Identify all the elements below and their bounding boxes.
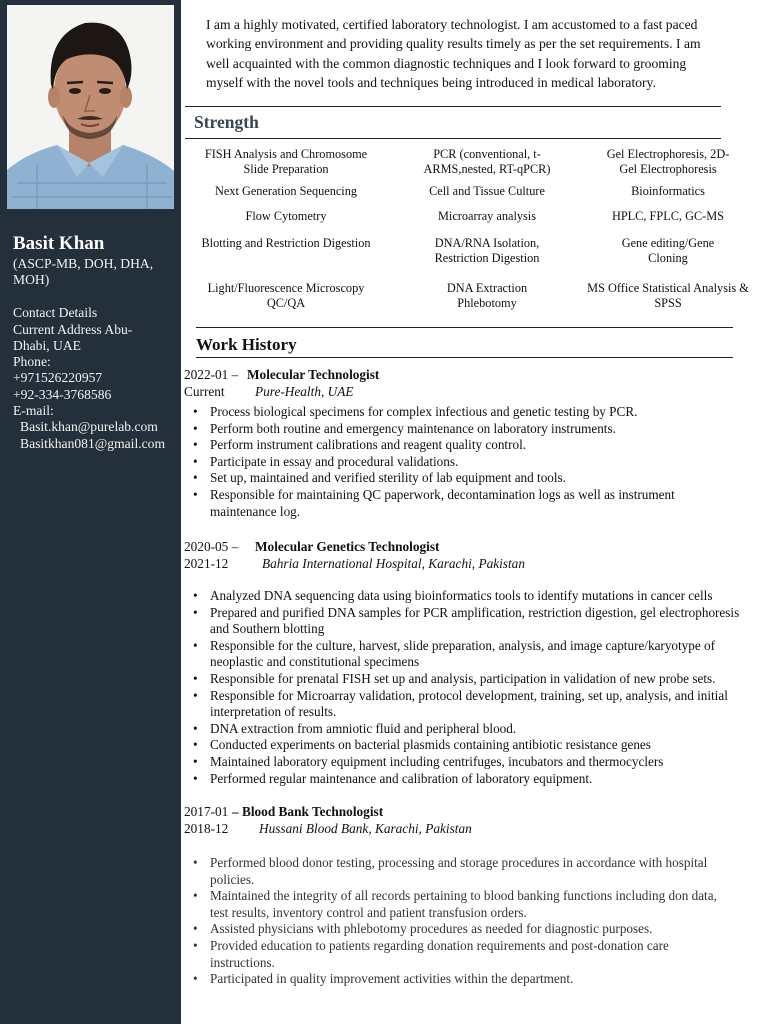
- list-item: • Performed blood donor testing, processing and storage procedures in accordance with hospital policies.: [184, 855, 724, 888]
- list-item: • Prepared and purified DNA samples for PCR amplification, restriction digestion, gel electrophoresis and Southern blotting: [184, 605, 744, 638]
- divider: [185, 138, 721, 139]
- strength-item: MS Office Statistical Analysis & SPSS: [587, 281, 749, 311]
- list-item: • Process biological specimens for complex infectious and genetic testing by PCR.: [184, 404, 704, 421]
- list-item: • Assisted physicians with phlebotomy procedures as needed for diagnostic purposes.: [184, 921, 724, 938]
- work-history-heading: Work History: [196, 335, 297, 354]
- candidate-name: Basit Khan: [13, 233, 105, 254]
- strength-item: Microarray analysis: [438, 209, 536, 223]
- job-duties-list: [184, 588, 744, 787]
- job-duties-list: [184, 404, 704, 520]
- address: Current Address Abu-Dhabi, UAE: [13, 322, 133, 354]
- job-title: Molecular Genetics Technologist: [255, 539, 440, 554]
- list-item: • Provided education to patients regarding donation requirements and post-donation care instructions.: [184, 938, 724, 971]
- phone-number-1: +971526220957: [13, 370, 103, 385]
- strength-item: PCR (conventional, t-ARMS,nested, RT-qPCR): [423, 147, 551, 177]
- divider: [185, 106, 721, 107]
- job-start-date: 2020-05 –: [184, 539, 239, 554]
- strength-item: Gel Electrophoresis, 2D-Gel Electrophoresis: [606, 147, 730, 177]
- divider: [196, 357, 733, 358]
- list-item: • Conducted experiments on bacterial plasmids containing antibiotic resistance genes: [184, 737, 744, 754]
- job-title: – Blood Bank Technologist: [232, 804, 384, 819]
- email-2[interactable]: Basitkhan081@gmail.com: [20, 436, 166, 451]
- strength-item: Light/Fluorescence Microscopy QC/QA: [207, 281, 365, 311]
- list-item: • Analyzed DNA sequencing data using bioinformatics tools to identify mutations in cancer cells: [184, 588, 744, 605]
- strength-item: Blotting and Restriction Digestion: [201, 236, 371, 250]
- list-item: • Set up, maintained and verified sterility of lab equipment and tools.: [184, 470, 704, 487]
- divider: [196, 327, 733, 328]
- list-item: • Responsible for prenatal FISH set up and analysis, participation in validation of new probe sets.: [184, 671, 744, 688]
- list-item: • Responsible for the culture, harvest, slide preparation, analysis, and image capture/karyotype of neoplastic and constitutional specimens: [184, 638, 744, 671]
- list-item: • Participated in quality improvement activities within the department.: [184, 971, 724, 988]
- strength-item: Cell and Tissue Culture: [429, 184, 545, 198]
- list-item: • Perform both routine and emergency maintenance on laboratory instruments.: [184, 421, 704, 438]
- strength-item: Flow Cytometry: [245, 209, 327, 223]
- strength-item: HPLC, FPLC, GC-MS: [611, 209, 725, 223]
- list-item: • Responsible for Microarray validation, protocol development, training, set up, analysis, and initial interpretation of results.: [184, 688, 744, 721]
- list-item: • DNA extraction from amniotic fluid and peripheral blood.: [184, 721, 744, 738]
- job-start-date: 2017-01: [184, 804, 229, 819]
- phone-label: Phone:: [13, 354, 51, 369]
- job-employer: Hussani Blood Bank, Karachi, Pakistan: [259, 821, 472, 836]
- summary-paragraph: I am a highly motivated, certified laboratory technologist. I am accustomed to a fast paced working environment and providing quality results timely as per the set requirements. I am well acquainted with the common diagnostic techniques and I look forward to grooming myself with the novel tools and techniques being introduced in medical laboratory.: [206, 17, 701, 90]
- credentials: (ASCP-MB, DOH, DHA, MOH): [13, 256, 154, 288]
- job-start-date: 2022-01 –: [184, 367, 239, 382]
- list-item: • Responsible for maintaining QC paperwork, decontamination logs as well as instrument maintenance log.: [184, 487, 704, 520]
- job-employer: Pure-Health, UAE: [255, 384, 354, 399]
- phone-number-2: +92-334-3768586: [13, 387, 112, 402]
- strength-item: Bioinformatics: [631, 184, 705, 198]
- email-1[interactable]: Basit.khan@purelab.com: [20, 419, 158, 434]
- strength-item: DNA/RNA Isolation, Restriction Digestion: [434, 236, 540, 266]
- strength-item: FISH Analysis and Chromosome Slide Preparation: [204, 147, 368, 177]
- job-employer: Bahria International Hospital, Karachi, Pakistan: [262, 556, 525, 571]
- job-duties-list: [184, 855, 724, 988]
- list-item: • Maintained laboratory equipment including centrifuges, incubators and thermocyclers: [184, 754, 744, 771]
- contact-heading: Contact Details: [13, 305, 98, 320]
- strength-heading: Strength: [194, 112, 259, 132]
- strength-item: Gene editing/Gene Cloning: [621, 236, 715, 266]
- list-item: • Participate in essay and procedural validations.: [184, 454, 704, 471]
- job-end-date: 2018-12: [184, 821, 229, 836]
- job-end-date: Current: [184, 384, 225, 399]
- list-item: • Maintained the integrity of all records pertaining to blood banking functions including don data, test results, inventory control and patient transfusion orders.: [184, 888, 724, 921]
- strength-item: DNA Extraction Phlebotomy: [446, 281, 528, 311]
- list-item: • Perform instrument calibrations and reagent quality control.: [184, 437, 704, 454]
- strength-item: Next Generation Sequencing: [214, 184, 358, 198]
- job-title: Molecular Technologist: [247, 367, 380, 382]
- list-item: • Performed regular maintenance and calibration of laboratory equipment.: [184, 771, 744, 788]
- email-label: E-mail:: [13, 403, 54, 418]
- job-end-date: 2021-12: [184, 556, 229, 571]
